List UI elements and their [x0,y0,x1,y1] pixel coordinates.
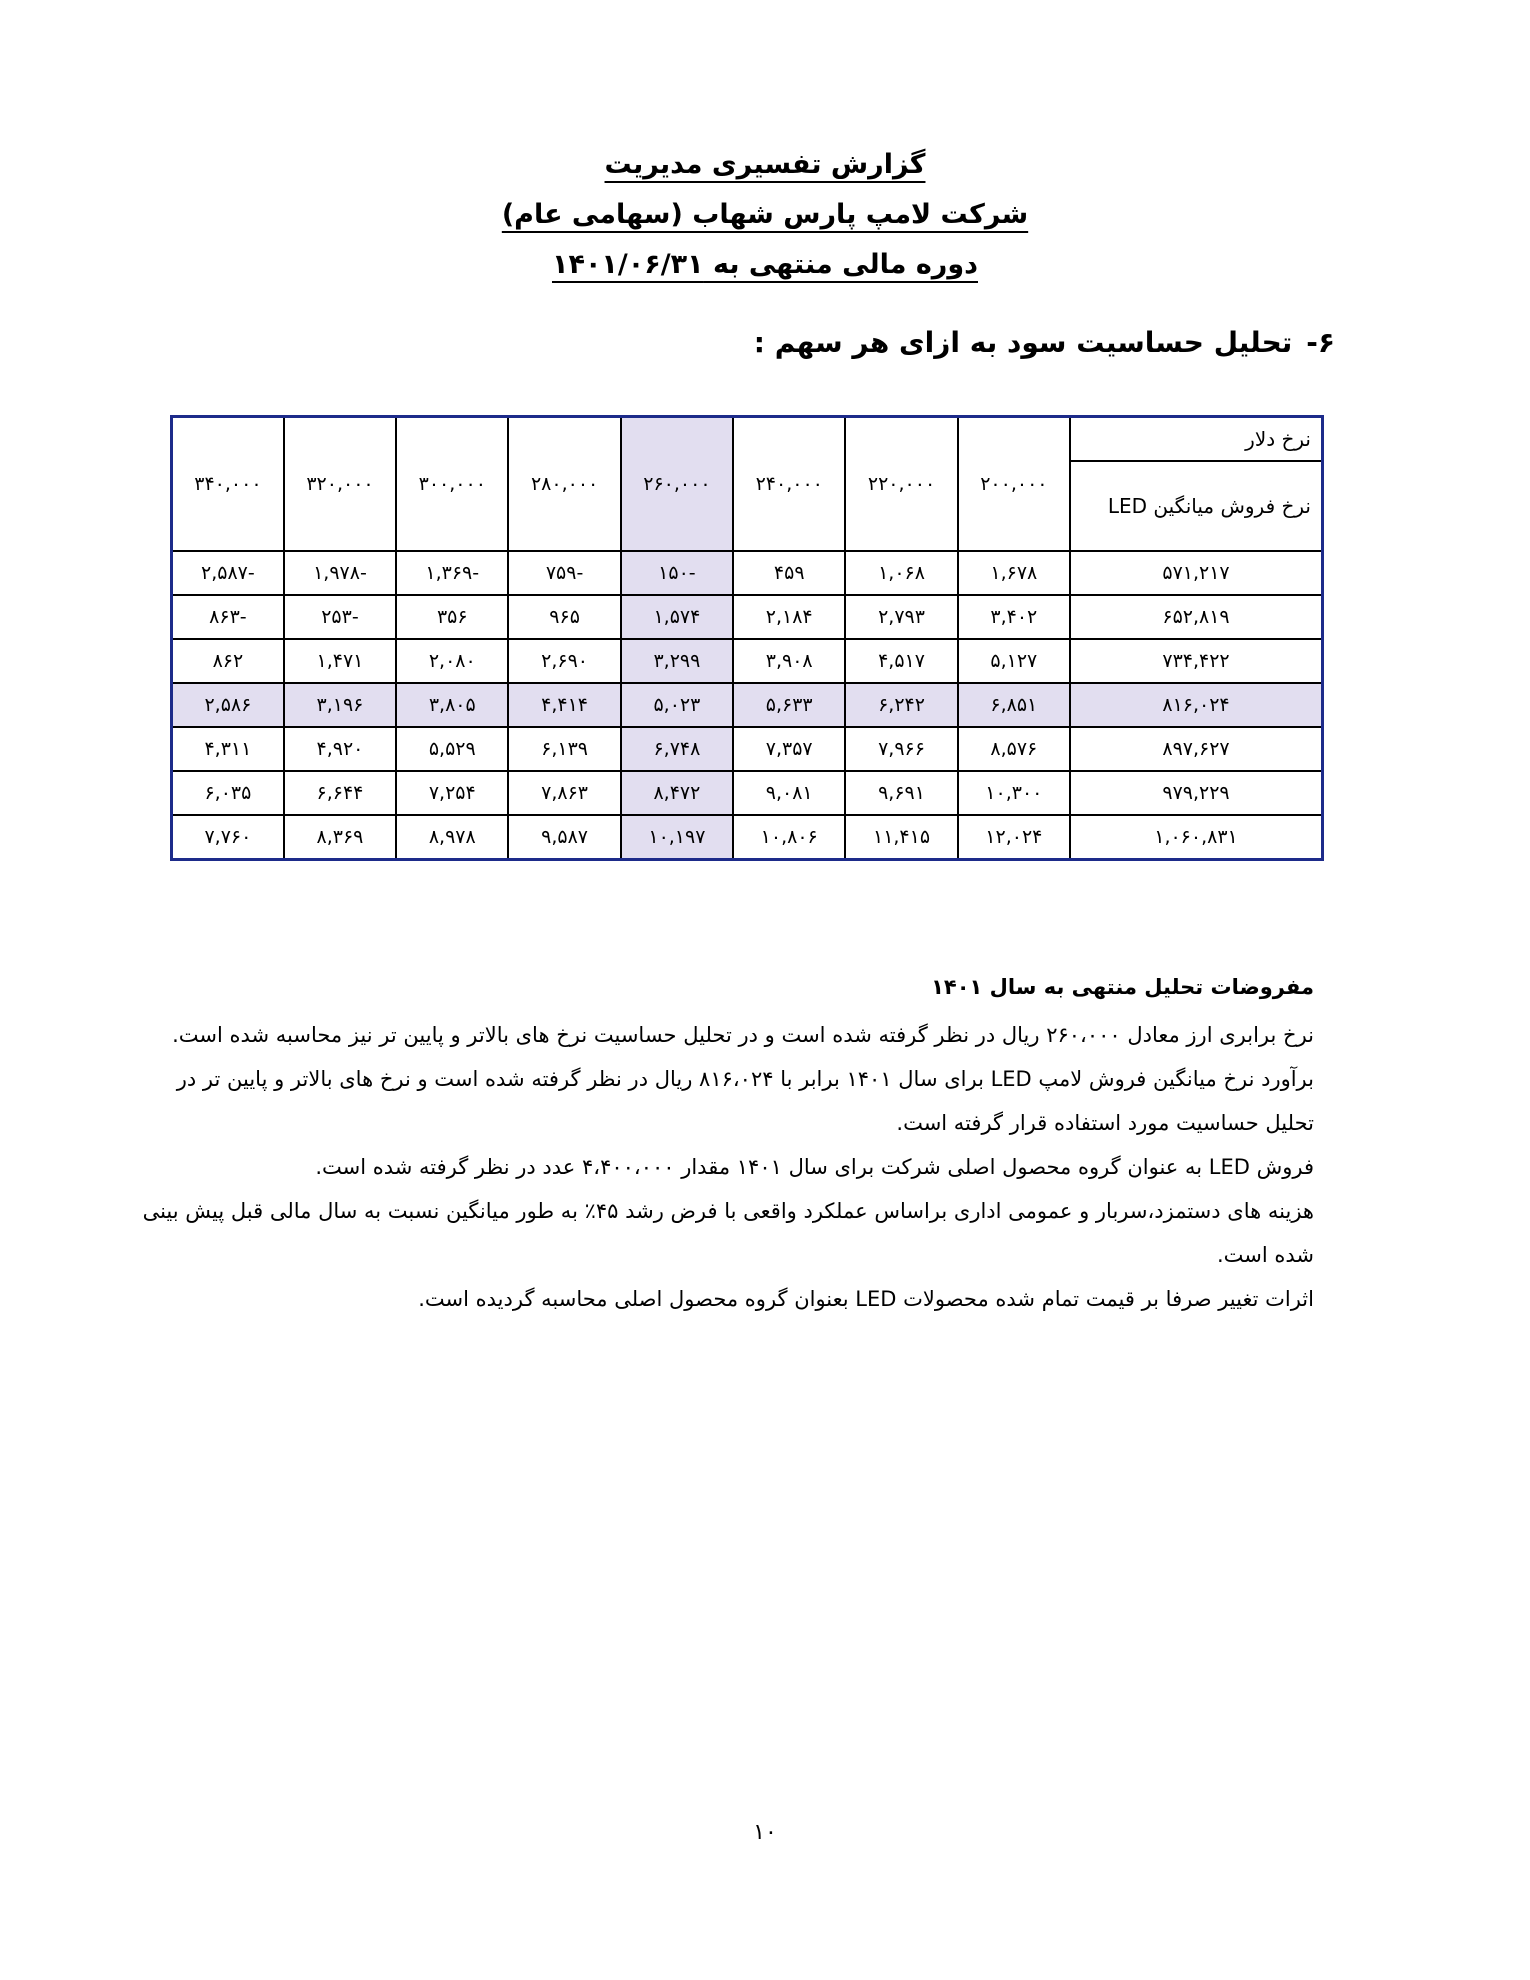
eps-value-cell: ۳,۸۰۵ [396,683,508,727]
eps-value-cell: ۷,۲۵۴ [396,771,508,815]
led-rate-cell: ۹۷۹,۲۲۹ [1070,771,1323,815]
eps-value-cell: ۴,۴۱۴ [508,683,620,727]
assumption-paragraph: نرخ برابری ارز معادل ۲۶۰،۰۰۰ ریال در نظر گرفته شده است و در تحلیل حساسیت نرخ های بالاتر و پایین تر نیز محاسبه شده است. [172,1023,1314,1047]
column-header: ۲۲۰,۰۰۰ [845,417,957,552]
eps-value-cell: ۳,۹۰۸ [733,639,845,683]
eps-value-cell: ۱,۴۷۱ [284,639,396,683]
eps-value-cell: -۱۵۰ [621,551,733,595]
eps-value-cell: ۷,۷۶۰ [172,815,284,860]
column-header: ۲۰۰,۰۰۰ [958,417,1070,552]
eps-value-cell: -۷۵۹ [508,551,620,595]
eps-value-cell: ۹۶۵ [508,595,620,639]
eps-value-cell: ۴,۵۱۷ [845,639,957,683]
column-header: ۳۲۰,۰۰۰ [284,417,396,552]
eps-value-cell: ۳,۱۹۶ [284,683,396,727]
assumption-paragraph: برآورد نرخ میانگین فروش لامپ LED برای سال ۱۴۰۱ برابر با ۸۱۶،۰۲۴ ریال در نظر گرفته شده است و نرخ های بالاتر و پایین تر در تحلیل حساسیت مورد استفاده قرار گرفته است. [176,1067,1314,1135]
led-rate-cell: ۶۵۲,۸۱۹ [1070,595,1323,639]
column-header: ۳۴۰,۰۰۰ [172,417,284,552]
eps-value-cell: ۶,۶۴۴ [284,771,396,815]
eps-value-cell: ۷,۳۵۷ [733,727,845,771]
eps-value-cell: ۶,۸۵۱ [958,683,1070,727]
table-body [172,551,1323,860]
column-header: ۲۸۰,۰۰۰ [508,417,620,552]
eps-value-cell: -۲,۵۸۷ [172,551,284,595]
eps-value-cell: ۶,۲۴۲ [845,683,957,727]
eps-value-cell: ۲,۶۹۰ [508,639,620,683]
eps-value-cell: ۱۰,۸۰۶ [733,815,845,860]
section-title-text: تحلیل حساسیت سود به ازای هر سهم : [753,326,1293,359]
eps-value-cell: -۸۶۳ [172,595,284,639]
table-row [172,727,1323,771]
eps-value-cell: ۲,۰۸۰ [396,639,508,683]
eps-value-cell: ۸,۵۷۶ [958,727,1070,771]
eps-value-cell: ۲,۵۸۶ [172,683,284,727]
led-rate-cell: ۱,۰۶۰,۸۳۱ [1070,815,1323,860]
eps-value-cell: ۹,۵۸۷ [508,815,620,860]
eps-value-cell: ۶,۷۴۸ [621,727,733,771]
eps-value-cell: ۳,۴۰۲ [958,595,1070,639]
company-name: شرکت لامپ پارس شهاب (سهامی عام) [501,199,1029,230]
page-number: ۱۰ [753,1820,777,1845]
table-row [172,551,1323,595]
eps-value-cell: ۷,۹۶۶ [845,727,957,771]
assumption-paragraph: فروش LED به عنوان گروه محصول اصلی شرکت برای سال ۱۴۰۱ مقدار ۴،۴۰۰،۰۰۰ عدد در نظر گرفته شده است. [315,1155,1314,1179]
table-row [172,683,1323,727]
eps-value-cell: ۱,۵۷۴ [621,595,733,639]
eps-value-cell: ۴,۹۲۰ [284,727,396,771]
led-rate-cell: ۷۳۴,۴۲۲ [1070,639,1323,683]
report-header [0,140,1530,290]
column-header: ۳۰۰,۰۰۰ [396,417,508,552]
period-line: دوره مالی منتهی به ۱۴۰۱/۰۶/۳۱ [551,249,978,280]
report-title: گزارش تفسیری مدیریت [604,149,926,180]
eps-value-cell: ۱۱,۴۱۵ [845,815,957,860]
eps-value-cell: ۵,۵۲۹ [396,727,508,771]
eps-value-cell: -۱,۹۷۸ [284,551,396,595]
assumption-paragraph: اثرات تغییر صرفا بر قیمت تمام شده محصولات LED بعنوان گروه محصول اصلی محاسبه گردیده است. [418,1287,1314,1311]
table-row [172,595,1323,639]
eps-value-cell: ۱۰,۳۰۰ [958,771,1070,815]
eps-value-cell: ۶,۱۳۹ [508,727,620,771]
eps-value-cell: ۳۵۶ [396,595,508,639]
table-row [172,815,1323,860]
assumptions-title: مفروضات تحلیل منتهی به سال ۱۴۰۱ [931,975,1314,999]
eps-value-cell: -۲۵۳ [284,595,396,639]
eps-value-cell: ۴,۳۱۱ [172,727,284,771]
led-rate-label: نرخ فروش میانگین LED [1070,461,1323,551]
assumption-paragraph: هزینه های دستمزد،سربار و عمومی اداری براساس عملکرد واقعی با فرض رشد ۴۵٪ به طور میانگین نسبت به سال مالی قبل پیش بینی شده است. [142,1199,1314,1267]
eps-value-cell: ۱,۰۶۸ [845,551,957,595]
table-row [172,639,1323,683]
eps-value-cell: ۱,۶۷۸ [958,551,1070,595]
eps-value-cell: ۹,۶۹۱ [845,771,957,815]
eps-value-cell: ۱۰,۱۹۷ [621,815,733,860]
table-row [172,771,1323,815]
eps-value-cell: ۴۵۹ [733,551,845,595]
sensitivity-table [170,415,1324,861]
eps-value-cell: ۳,۲۹۹ [621,639,733,683]
eps-value-cell: ۵,۰۲۳ [621,683,733,727]
eps-value-cell: ۵,۶۳۳ [733,683,845,727]
eps-value-cell: ۸,۳۶۹ [284,815,396,860]
table-header-row [172,417,1323,462]
eps-value-cell: ۵,۱۲۷ [958,639,1070,683]
eps-value-cell: ۲,۷۹۳ [845,595,957,639]
eps-value-cell: ۹,۰۸۱ [733,771,845,815]
assumptions-section [138,965,1314,1321]
eps-value-cell: ۷,۸۶۳ [508,771,620,815]
column-header: ۲۴۰,۰۰۰ [733,417,845,552]
eps-value-cell: ۸,۴۷۲ [621,771,733,815]
eps-value-cell: ۲,۱۸۴ [733,595,845,639]
eps-value-cell: ۸,۹۷۸ [396,815,508,860]
led-rate-cell: ۸۹۷,۶۲۷ [1070,727,1323,771]
eps-value-cell: ۶,۰۳۵ [172,771,284,815]
column-header: ۲۶۰,۰۰۰ [621,417,733,552]
led-rate-cell: ۸۱۶,۰۲۴ [1070,683,1323,727]
eps-value-cell: ۱۲,۰۲۴ [958,815,1070,860]
section-title [754,326,1335,359]
section-number: ۶- [1306,326,1335,359]
led-rate-cell: ۵۷۱,۲۱۷ [1070,551,1323,595]
eps-value-cell: ۸۶۲ [172,639,284,683]
dollar-rate-label: نرخ دلار [1070,417,1323,462]
eps-value-cell: -۱,۳۶۹ [396,551,508,595]
